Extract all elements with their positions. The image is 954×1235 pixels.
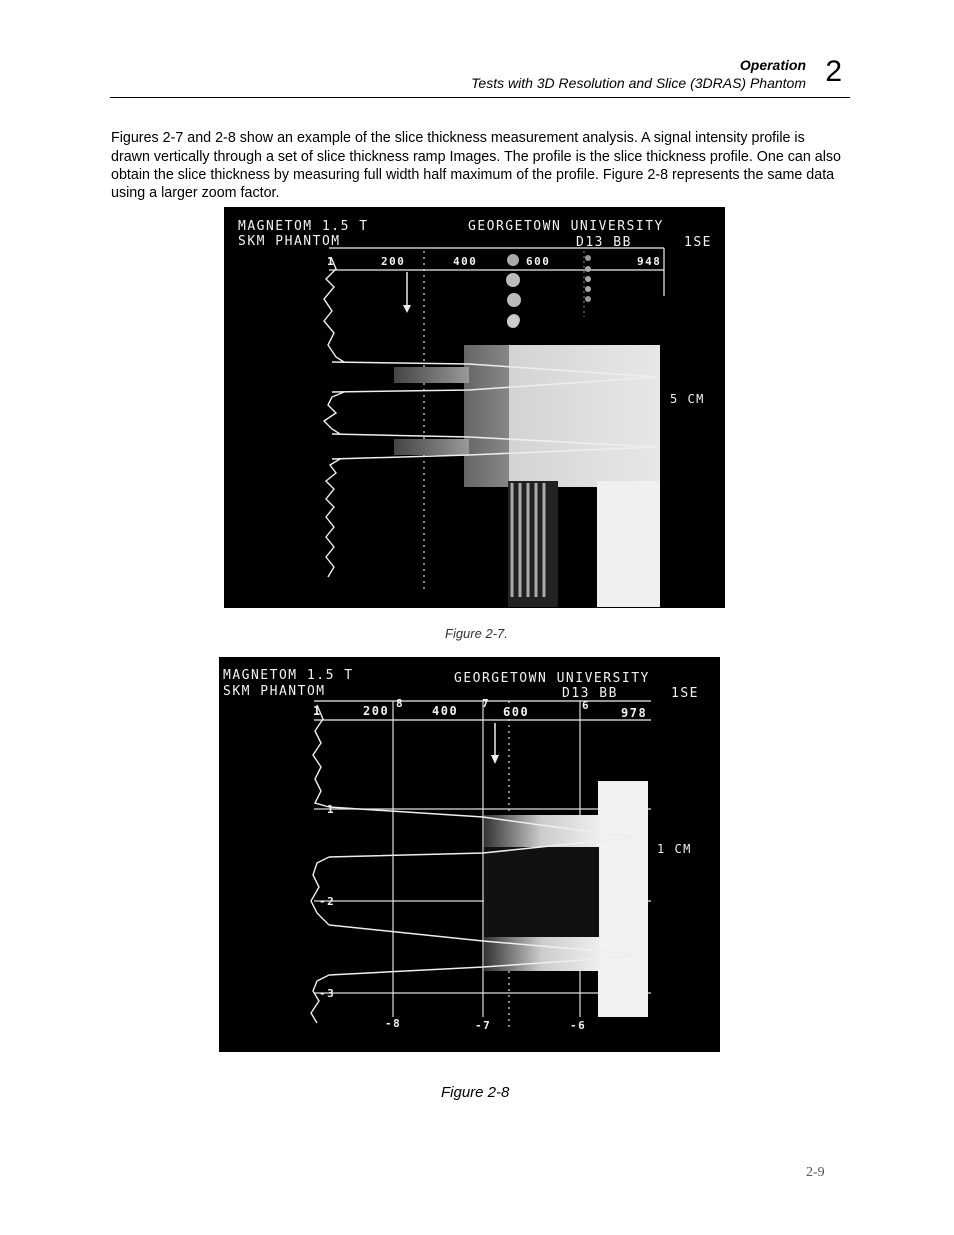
header-section-title: Operation <box>739 57 806 73</box>
fig7-scale-tick-400: 400 <box>453 255 478 268</box>
fig7-scale-tick-948: 948 <box>637 255 662 268</box>
fig7-scale-tick-600: 600 <box>526 255 551 268</box>
fig7-series-label: D13 BB <box>576 235 632 250</box>
fig7-scale-tick-1: 1 <box>327 255 336 268</box>
fig8-left-marker-1: 1 <box>327 803 336 816</box>
fig8-top-marker-8: 8 <box>396 697 405 710</box>
page-header <box>110 56 850 98</box>
fig8-scale-tick-600: 600 <box>503 705 530 719</box>
fig8-scale-tick-1: 1 <box>313 704 322 718</box>
fig8-bottom-marker-minus8: -8 <box>385 1017 402 1030</box>
fig8-series-label: D13 BB <box>562 686 618 701</box>
fig7-institution-label: GEORGETOWN UNIVERSITY <box>468 219 664 234</box>
fig8-institution-label: GEORGETOWN UNIVERSITY <box>454 671 650 686</box>
fig7-phantom-label: SKM PHANTOM <box>238 234 341 249</box>
fig7-distance-label: 5 CM <box>670 392 705 406</box>
fig8-sequence-label: 1SE <box>671 686 699 701</box>
header-subtitle: Tests with 3D Resolution and Slice (3DRAS) Phantom <box>471 75 806 91</box>
fig7-scale-tick-200: 200 <box>381 255 406 268</box>
figure-2-7-caption: Figure 2-7. <box>445 626 508 641</box>
chapter-number: 2 <box>825 55 842 88</box>
fig7-scanner-label: MAGNETOM 1.5 T <box>238 219 369 234</box>
fig8-scale-tick-400: 400 <box>432 704 459 718</box>
body-paragraph: Figures 2-7 and 2-8 show an example of the slice thickness measurement analysis. A signal intensity profile is drawn vertically through a set of slice thickness ramp Images. The profile is the slice thickness profile. One can also obtain the slice thickness by measuring full width half maximum of the profile. Figure 2-8 represents the same data using a larger zoom factor. <box>111 130 842 202</box>
page-number: 2-9 <box>806 1165 825 1180</box>
figure-2-7-mri-image <box>224 207 725 608</box>
fig8-bottom-marker-minus7: -7 <box>475 1019 492 1032</box>
fig8-top-marker-7: 7 <box>482 697 491 710</box>
fig8-scanner-label: MAGNETOM 1.5 T <box>223 668 354 683</box>
figure-2-8-caption: Figure 2-8 <box>441 1084 510 1101</box>
fig8-top-marker-6: 6 <box>582 699 591 712</box>
figure-2-8-mri-image <box>219 657 720 1052</box>
fig8-scale-tick-200: 200 <box>363 704 390 718</box>
fig8-left-marker-minus2: -2 <box>319 895 336 908</box>
fig8-phantom-label: SKM PHANTOM <box>223 684 326 699</box>
fig8-distance-label: 1 CM <box>657 842 692 856</box>
fig7-sequence-label: 1SE <box>684 235 712 250</box>
fig8-bottom-marker-minus6: -6 <box>570 1019 587 1032</box>
fig8-scale-tick-978: 978 <box>621 706 648 720</box>
fig8-left-marker-minus3: -3 <box>319 987 336 1000</box>
